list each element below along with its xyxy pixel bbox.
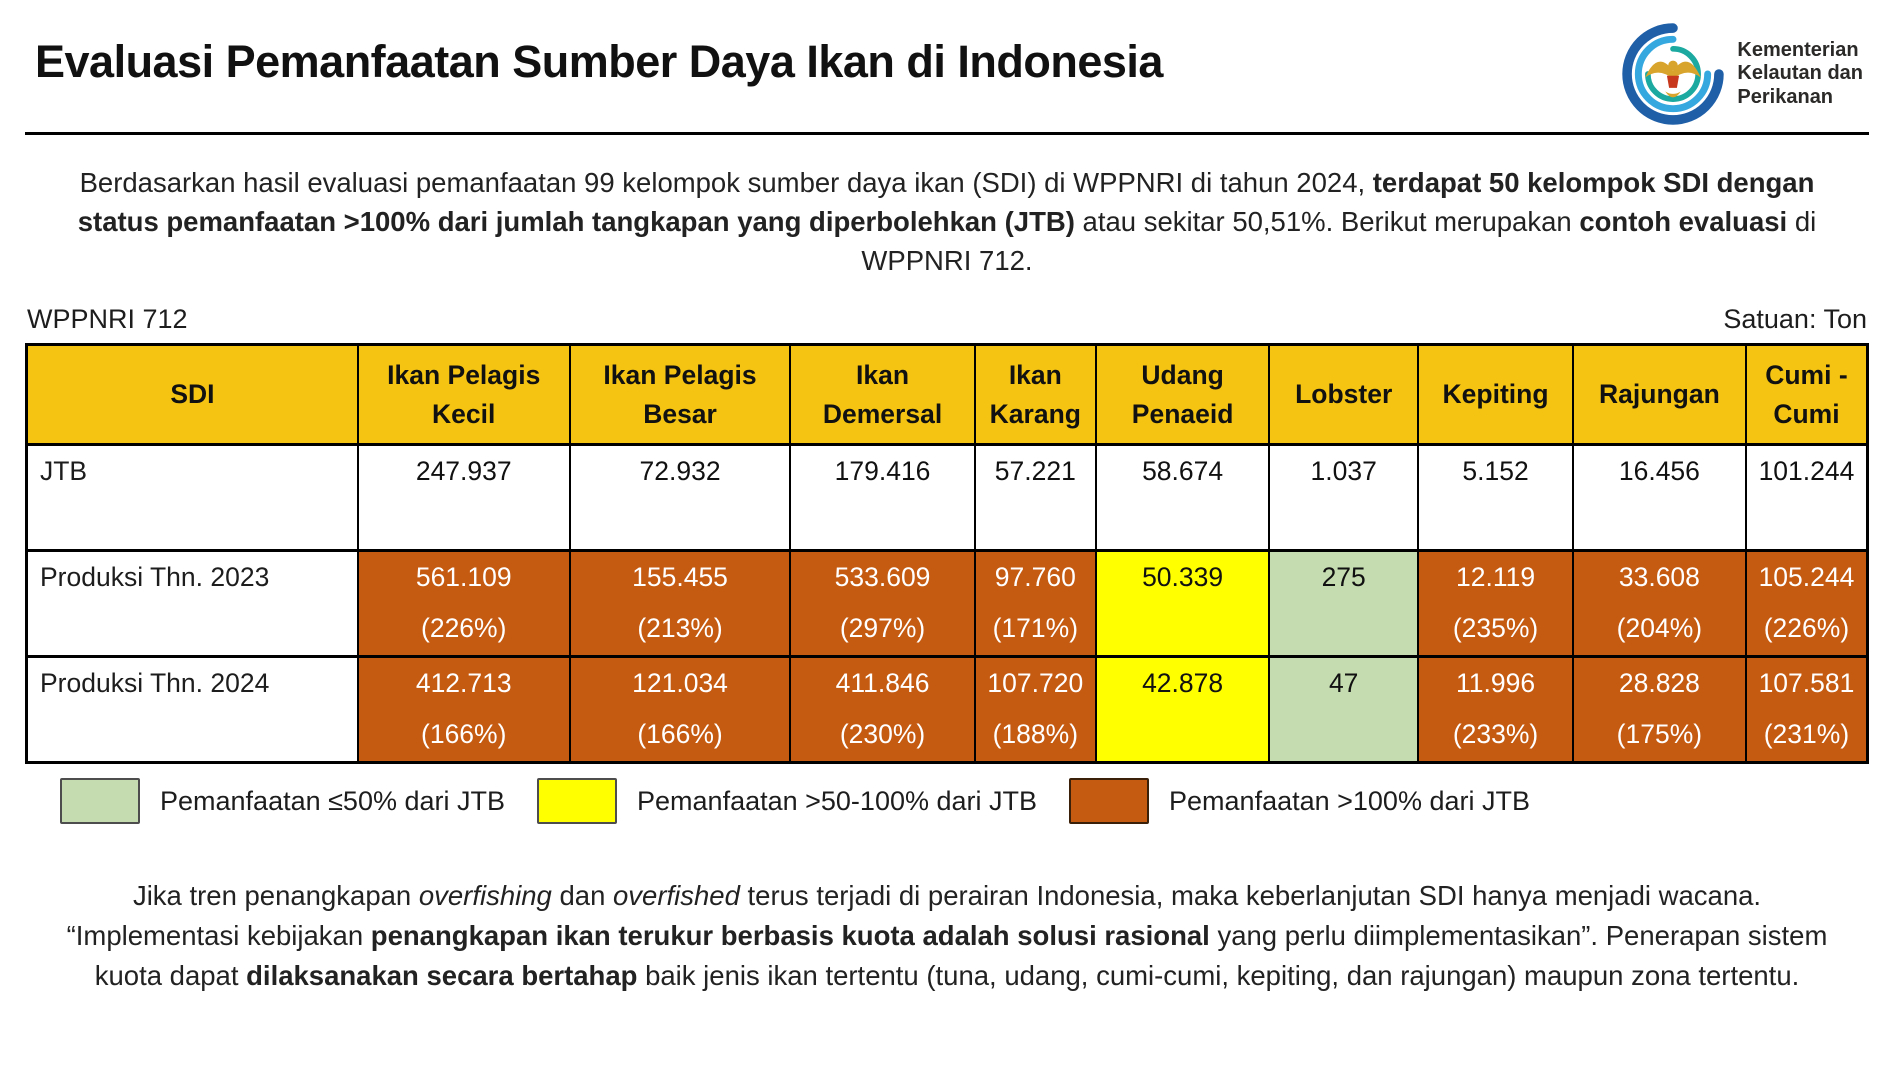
row-label: JTB <box>27 445 358 551</box>
text-segment: penangkapan ikan terukur berbasis kuota adalah solusi rasional <box>370 920 1210 952</box>
legend-item <box>1069 778 1530 824</box>
outro-paragraph <box>49 876 1845 996</box>
cell-value: 58.674 <box>1142 456 1224 487</box>
legend-swatch-mid <box>537 778 617 824</box>
cell-percentage: (175%) <box>1616 718 1703 749</box>
cell-percentage: (166%) <box>421 718 507 749</box>
cell-value: 57.221 <box>994 456 1076 487</box>
data-cell <box>358 551 570 657</box>
text-segment: di WPPNRI 712. <box>861 206 1817 277</box>
text-segment: dan <box>551 880 614 912</box>
cell-value: 28.828 <box>1618 668 1700 699</box>
data-cell <box>1418 657 1573 763</box>
text-segment: overfishing <box>418 880 552 912</box>
text-segment: terus terjadi di perairan Indonesia, maka keberlanjutan SDI hanya menjadi wacana. “Implementasi kebijakan <box>66 880 1762 952</box>
data-cell <box>1269 445 1418 551</box>
legend-item <box>60 778 505 824</box>
text-segment: yang perlu diimplementasikan”. Penerapan sistem kuota dapat <box>94 920 1828 991</box>
cell-value: 1.037 <box>1310 456 1377 487</box>
data-cell <box>1269 657 1418 763</box>
table-row <box>27 657 1868 763</box>
cell-value: 12.119 <box>1456 562 1536 593</box>
data-cell <box>1573 445 1746 551</box>
text-segment: Berdasarkan hasil evaluasi pemanfaatan 99 kelompok sumber daya ikan (SDI) di WPPNRI di tahun 2024, <box>79 167 1373 198</box>
column-header: Ikan Karang <box>975 345 1097 445</box>
cell-value: 42.878 <box>1142 668 1224 699</box>
cell-value: 275 <box>1321 562 1366 593</box>
table-header-row <box>27 345 1868 445</box>
unit-label: Satuan: Ton <box>1723 304 1867 335</box>
cell-percentage: (226%) <box>421 612 507 643</box>
text-segment: dilaksanakan secara bertahap <box>246 959 638 991</box>
intro-paragraph <box>53 163 1841 280</box>
column-header: Cumi - Cumi <box>1746 345 1868 445</box>
cell-value: 533.609 <box>834 562 931 593</box>
cell-value: 411.846 <box>835 668 930 699</box>
cell-value: 155.455 <box>632 562 728 593</box>
data-cell <box>358 445 570 551</box>
ministry-name-line: Kelautan dan <box>1737 62 1863 85</box>
column-header: SDI <box>27 345 358 445</box>
column-header: Lobster <box>1269 345 1418 445</box>
column-header: Ikan Pelagis Kecil <box>358 345 570 445</box>
text-segment: baik jenis ikan tertentu (tuna, udang, cumi-cumi, kepiting, dan rajungan) maupun zona tertentu. <box>637 959 1800 991</box>
data-cell <box>570 657 791 763</box>
legend-swatch-low <box>60 778 140 824</box>
cell-percentage: (230%) <box>839 718 926 749</box>
cell-value: 97.760 <box>994 562 1076 593</box>
data-cell <box>1746 445 1868 551</box>
cell-value: 33.608 <box>1618 562 1700 593</box>
cell-value: 47 <box>1328 668 1359 699</box>
sdi-evaluation-table <box>25 343 1869 764</box>
cell-value: 5.152 <box>1462 456 1529 487</box>
text-segment: Jika tren penangkapan <box>132 880 419 912</box>
cell-value: 561.109 <box>415 562 512 593</box>
data-cell <box>1746 551 1868 657</box>
data-cell <box>1418 551 1573 657</box>
ministry-logo <box>1621 22 1869 126</box>
table-row <box>27 445 1868 551</box>
kkp-logo-icon <box>1621 22 1725 126</box>
cell-percentage: (166%) <box>637 718 723 749</box>
column-header: Ikan Pelagis Besar <box>570 345 791 445</box>
cell-percentage: (233%) <box>1452 718 1539 749</box>
ministry-name <box>1737 39 1863 110</box>
data-cell <box>1418 445 1573 551</box>
cell-value: 107.581 <box>1758 668 1855 699</box>
page-title: Evaluasi Pemanfaatan Sumber Daya Ikan di Indonesia <box>35 36 1163 87</box>
cell-percentage: (231%) <box>1763 718 1850 749</box>
header-bar <box>25 22 1869 118</box>
column-header: Rajungan <box>1573 345 1746 445</box>
legend-item <box>537 778 1037 824</box>
data-cell <box>1573 657 1746 763</box>
table-caption-row <box>27 304 1867 335</box>
status-legend <box>60 778 1530 824</box>
cell-value: 107.720 <box>987 668 1084 699</box>
ministry-name-line: Perikanan <box>1737 85 1834 108</box>
cell-value: 101.244 <box>1758 456 1855 487</box>
legend-label: Pemanfaatan ≤50% dari JTB <box>160 785 506 816</box>
text-segment: overfished <box>613 880 740 912</box>
text-segment: contoh evaluasi <box>1579 206 1788 238</box>
cell-value: 412.713 <box>415 668 512 699</box>
ministry-name-line: Kementerian <box>1737 38 1859 61</box>
cell-value: 16.456 <box>1618 456 1700 487</box>
column-header: Kepiting <box>1418 345 1573 445</box>
column-header: Ikan Demersal <box>790 345 974 445</box>
data-cell <box>1096 445 1269 551</box>
legend-label: Pemanfaatan >50-100% dari JTB <box>637 785 1038 816</box>
data-cell <box>570 445 791 551</box>
cell-value: 121.034 <box>632 668 728 699</box>
cell-percentage: (235%) <box>1452 612 1539 643</box>
cell-percentage: (226%) <box>1763 612 1850 643</box>
cell-value: 247.937 <box>415 456 512 487</box>
row-label: Produksi Thn. 2024 <box>27 657 358 763</box>
table-row <box>27 551 1868 657</box>
cell-percentage: (204%) <box>1616 612 1703 643</box>
data-cell <box>790 657 974 763</box>
text-segment: atau sekitar 50,51%. Berikut merupakan <box>1074 206 1580 238</box>
text-segment: terdapat 50 kelompok SDI dengan status pemanfaatan >100% dari jumlah tangkapan yang diperbolehkan (JTB) <box>77 167 1815 238</box>
cell-percentage: (188%) <box>992 718 1079 749</box>
data-cell <box>975 551 1097 657</box>
data-cell <box>1096 657 1269 763</box>
data-cell <box>1746 657 1868 763</box>
cell-percentage: (171%) <box>992 612 1079 643</box>
title-divider <box>25 132 1869 135</box>
cell-value: 50.339 <box>1142 562 1224 593</box>
region-label: WPPNRI 712 <box>27 304 188 335</box>
cell-value: 105.244 <box>1758 562 1855 593</box>
column-header: Udang Penaeid <box>1096 345 1269 445</box>
cell-value: 179.416 <box>834 456 931 487</box>
cell-value: 72.932 <box>639 456 721 487</box>
data-cell <box>358 657 570 763</box>
data-cell <box>1096 551 1269 657</box>
cell-percentage: (297%) <box>839 612 926 643</box>
data-cell <box>790 551 974 657</box>
data-cell <box>1573 551 1746 657</box>
legend-label: Pemanfaatan >100% dari JTB <box>1169 785 1530 816</box>
legend-swatch-high <box>1069 778 1149 824</box>
data-cell <box>1269 551 1418 657</box>
data-cell <box>790 445 974 551</box>
row-label: Produksi Thn. 2023 <box>27 551 358 657</box>
data-cell <box>570 551 791 657</box>
data-cell <box>975 445 1097 551</box>
data-cell <box>975 657 1097 763</box>
cell-percentage: (213%) <box>637 612 723 643</box>
cell-value: 11.996 <box>1456 668 1536 699</box>
